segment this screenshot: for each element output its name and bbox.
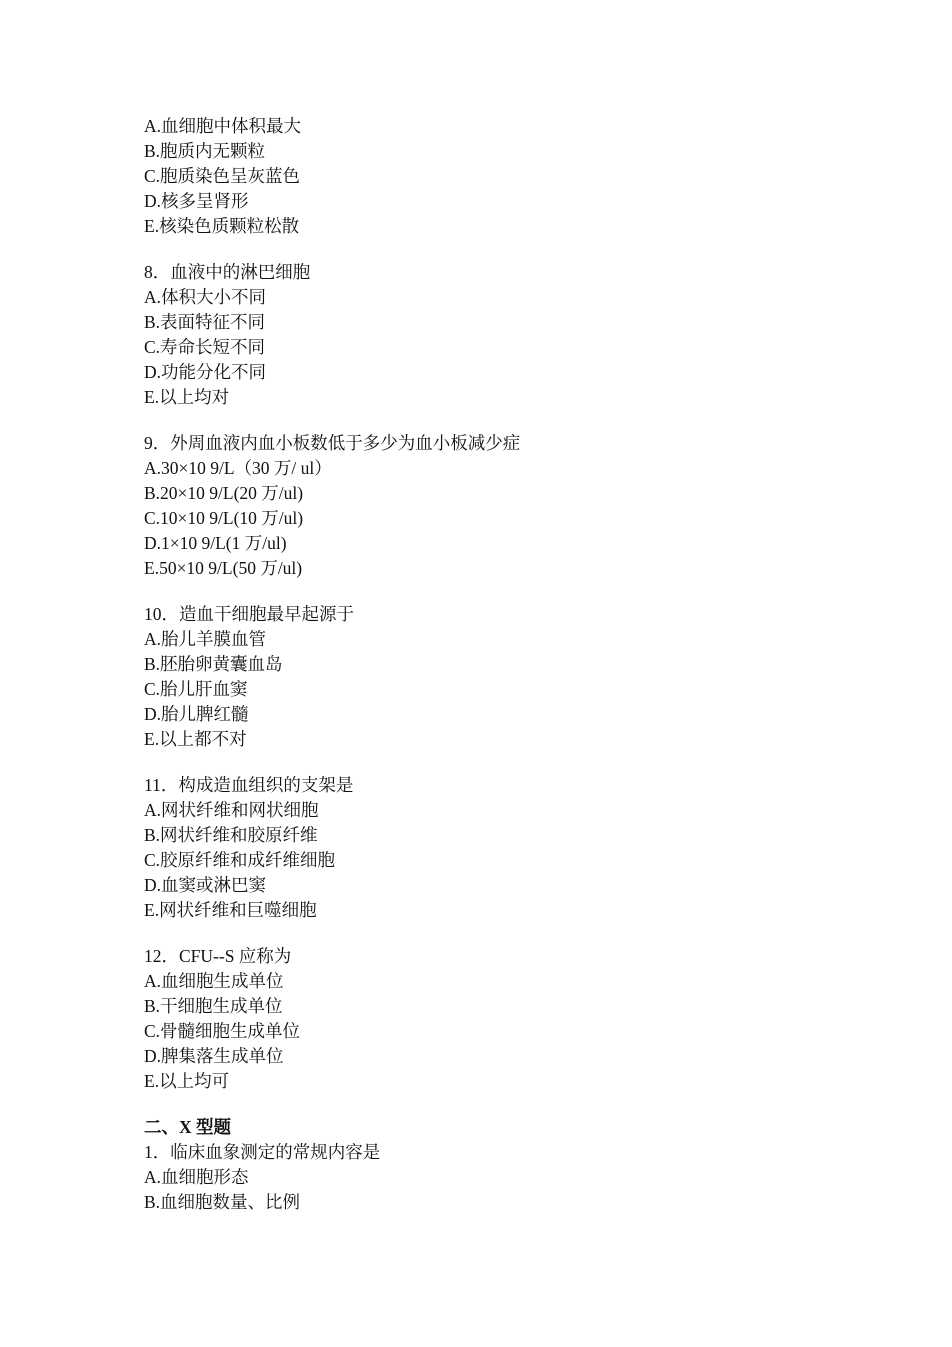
question-stem: 9．外周血液内血小板数低于多少为血小板减少症 [144,433,521,453]
option-c: C.寿命长短不同 [144,337,266,357]
document-content [144,114,844,1215]
question-11 [144,773,844,923]
option-b: B.表面特征不同 [144,312,266,332]
option-e: E.以上均对 [144,387,230,407]
question-stem: 1．临床血象测定的常规内容是 [144,1142,381,1162]
question-10 [144,602,844,752]
option-e: E.网状纤维和巨噬细胞 [144,900,317,920]
question-12 [144,944,844,1094]
option-e: E.50×10 9/L(50 万/ul) [144,558,303,578]
spacer [144,239,844,260]
option-d: D.胎儿脾红髓 [144,704,249,724]
question-stem: 12．CFU--S 应称为 [144,946,292,966]
option-a: A.血细胞形态 [144,1167,249,1187]
option-e: E.以上均可 [144,1071,230,1091]
option-e: E.以上都不对 [144,729,247,749]
option-b: B.胞质内无颗粒 [144,141,266,161]
spacer [144,581,844,602]
spacer [144,410,844,431]
option-b: B.胚胎卵黄囊血岛 [144,654,283,674]
option-d: D.功能分化不同 [144,362,267,382]
question-8 [144,260,844,410]
spacer [144,752,844,773]
option-a: A.血细胞中体积最大 [144,116,302,136]
option-b: B.干细胞生成单位 [144,996,283,1016]
question-stem: 11．构成造血组织的支架是 [144,775,354,795]
option-c: C.胶原纤维和成纤维细胞 [144,850,336,870]
option-a: A.胎儿羊膜血管 [144,629,267,649]
question-stem: 10．造血干细胞最早起源于 [144,604,354,624]
question-stem: 8．血液中的淋巴细胞 [144,262,311,282]
option-c: C.胞质染色呈灰蓝色 [144,166,301,186]
option-b: B.血细胞数量、比例 [144,1192,301,1212]
option-d: D.核多呈肾形 [144,191,249,211]
option-d: D.脾集落生成单位 [144,1046,284,1066]
spacer [144,1094,844,1115]
option-a: A.网状纤维和网状细胞 [144,800,319,820]
option-b: B.20×10 9/L(20 万/ul) [144,483,304,503]
option-d: D.1×10 9/L(1 万/ul) [144,533,287,553]
question-7-options [144,114,844,239]
option-c: C.骨髓细胞生成单位 [144,1021,301,1041]
option-a: A.体积大小不同 [144,287,267,307]
option-c: C.10×10 9/L(10 万/ul) [144,508,304,528]
option-b: B.网状纤维和胶原纤维 [144,825,318,845]
question-9 [144,431,844,581]
section-heading: 二、X 型题 [144,1117,232,1137]
option-a: A.血细胞生成单位 [144,971,284,991]
option-a: A.30×10 9/L（30 万/ ul） [144,458,332,478]
option-c: C.胎儿肝血窦 [144,679,248,699]
option-e: E.核染色质颗粒松散 [144,216,300,236]
section-x-type [144,1115,844,1215]
spacer [144,923,844,944]
option-d: D.血窦或淋巴窦 [144,875,267,895]
